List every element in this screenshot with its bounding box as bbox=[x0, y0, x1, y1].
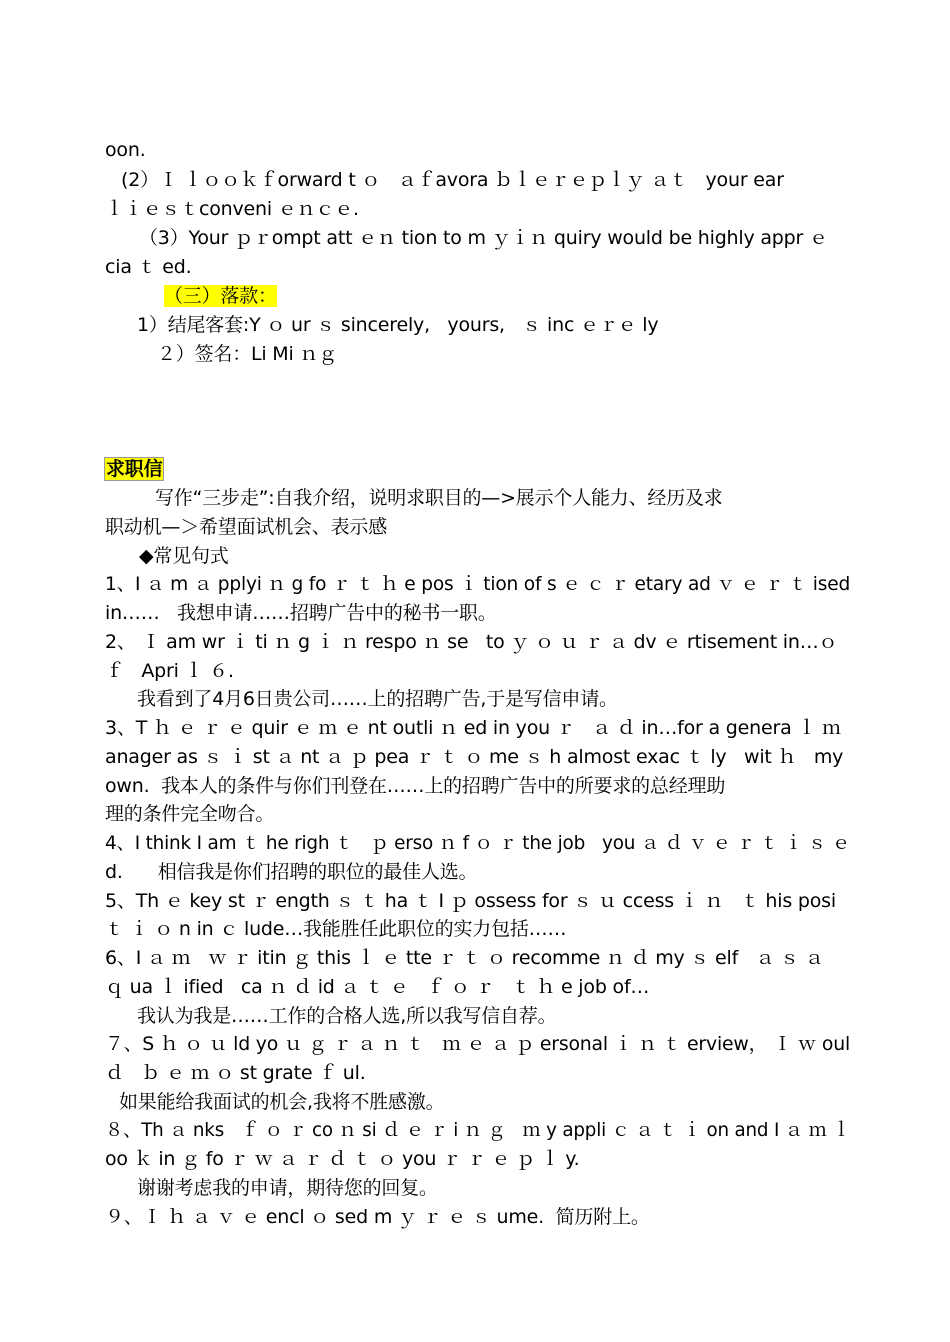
text-line-8: ２）签名：Li Mi ｎｇ bbox=[157, 343, 338, 365]
text-line-25: ｔ ｉ ｏ n in ｃ lude…我能胜任此职位的实力包括…… bbox=[105, 918, 567, 940]
text-line-1: oon. bbox=[105, 139, 146, 161]
text-line-13: 1、I ａ m ａ pplyi ｎ g fo ｒ ｔ ｈ e pos ｉ tion of s ｅ ｃ ｒ etary ad ｖ ｅ ｒ ｔ ised bbox=[105, 573, 851, 595]
text-line-31: 如果能给我面试的机会,我将不胜感激。 bbox=[119, 1091, 445, 1113]
text-line-12: ◆常见句式 bbox=[139, 545, 229, 567]
text-line-4: （3）Your ｐｒompt att ｅｎ tion to m ｙｉｎ quiry would be highly appr ｅ bbox=[139, 227, 828, 249]
text-line-26: 6、I ａ ｍ ｗ ｒ itin ｇ this ｌ ｅ tte ｒ ｔ ｏ recomme ｎ ｄ my ｓ elf ａ ｓ ａ bbox=[105, 947, 824, 969]
text-line-27: ｑ ua ｌ ified ca ｎ ｄ id ａ ｔ ｅ ｆ ｏ ｒ ｔ ｈ e job of… bbox=[105, 976, 650, 998]
text-line-20: own. 我本人的条件与你们刊登在……上的招聘广告中的所要求的总经理助 bbox=[105, 775, 726, 797]
text-line-2: (2）Ｉ ｌｏｏｋｆorward t ｏ ａｆavora ｂｌｅｒｅｐｌｙ ａｔ your ear bbox=[121, 169, 784, 191]
text-line-28: 我认为我是……工作的合格人选,所以我写信自荐。 bbox=[137, 1005, 557, 1027]
text-line-30: ｄ ｂ ｅ ｍ ｏ st grate ｆ ul. bbox=[105, 1062, 366, 1084]
text-line-34: 谢谢考虑我的申请，期待您的回复。 bbox=[137, 1177, 438, 1199]
text-line-29: ７、S ｈ ｏ ｕ ld yo ｕ ｇ ｒ ａ ｎ ｔ ｍ ｅ ａ ｐ ersonal ｉ ｎ ｔ erview， Ｉ ｗ oul bbox=[105, 1033, 851, 1055]
text-line-22: 4、I think I am ｔ he righ ｔ ｐ erso ｎ f ｏ ｒ the job you ａ ｄ ｖ ｅ ｒ ｔ ｉ ｓ ｅ bbox=[105, 832, 851, 854]
text-line-15: 2、 Ｉ am wr ｉ ti ｎ g ｉ ｎ respo ｎ se to ｙ ｏ ｕ ｒ ａ dv ｅ rtisement in…ｏ bbox=[105, 631, 838, 653]
highlighted-heading: （三）落款： bbox=[164, 285, 277, 307]
text-line-17: 我看到了4月6日贵公司……上的招聘广告,于是写信申请。 bbox=[137, 688, 618, 710]
text-line-16: ｆ Apri ｌ ６. bbox=[105, 660, 234, 682]
text-line-11: 职动机—＞希望面试机会、表示感 bbox=[105, 516, 388, 538]
text-line-7: 1）结尾客套:Y ｏ ur ｓ sincerely, yours, ｓ inc ｅｒｅ ly bbox=[137, 314, 659, 336]
text-line-35: ９、Ｉ ｈ ａ ｖ ｅ encl ｏ sed m ｙ ｒ ｅ ｓ ume. 简历附上。 bbox=[105, 1206, 650, 1228]
highlighted-title: 求职信 bbox=[106, 458, 163, 480]
text-line-24: 5、Th ｅ key st ｒ ength ｓ ｔ ha ｔ I ｐ ossess for ｓ ｕ ccess ｉ ｎ ｔ his posi bbox=[105, 890, 836, 912]
section-heading-closing bbox=[164, 284, 277, 308]
text-line-5: cia ｔ ed. bbox=[105, 256, 192, 278]
text-line-32: ８、Th ａ nks ｆ ｏ ｒ co ｎ si ｄ ｅ ｒ i ｎ ｇ ｍ y appli ｃ ａ ｔ ｉ on and I ａ ｍ ｌ bbox=[105, 1119, 851, 1141]
text-line-19: anager as ｓ ｉ st ａ nt ａ ｐ pea ｒ ｔ ｏ me ｓ h almost exac ｔ ly wit ｈ my bbox=[105, 746, 844, 768]
text-line-18: 3、T ｈ ｅ ｒ ｅ quir ｅ ｍ ｅ nt outli ｎ ed in you ｒ ａ ｄ in…for a genera ｌ ｍ bbox=[105, 717, 841, 739]
text-line-14: in…… 我想申请……招聘广告中的秘书一职。 bbox=[105, 602, 497, 624]
text-line-23: d. 相信我是你们招聘的职位的最佳人选。 bbox=[105, 861, 478, 883]
text-line-10: 写作“三步走”:自我介绍，说明求职目的—>展示个人能力、经历及求 bbox=[155, 487, 723, 509]
section-heading-cover-letter bbox=[105, 457, 163, 481]
text-line-33: oo ｋ in ｇ fo ｒ ｗ ａ ｒ ｄ ｔ ｏ you ｒ ｒ ｅ ｐ ｌ y. bbox=[105, 1148, 580, 1170]
text-line-3: ｌｉｅｓｔconveni ｅｎｃｅ. bbox=[105, 198, 359, 220]
text-line-21: 理的条件完全吻合。 bbox=[105, 803, 275, 825]
